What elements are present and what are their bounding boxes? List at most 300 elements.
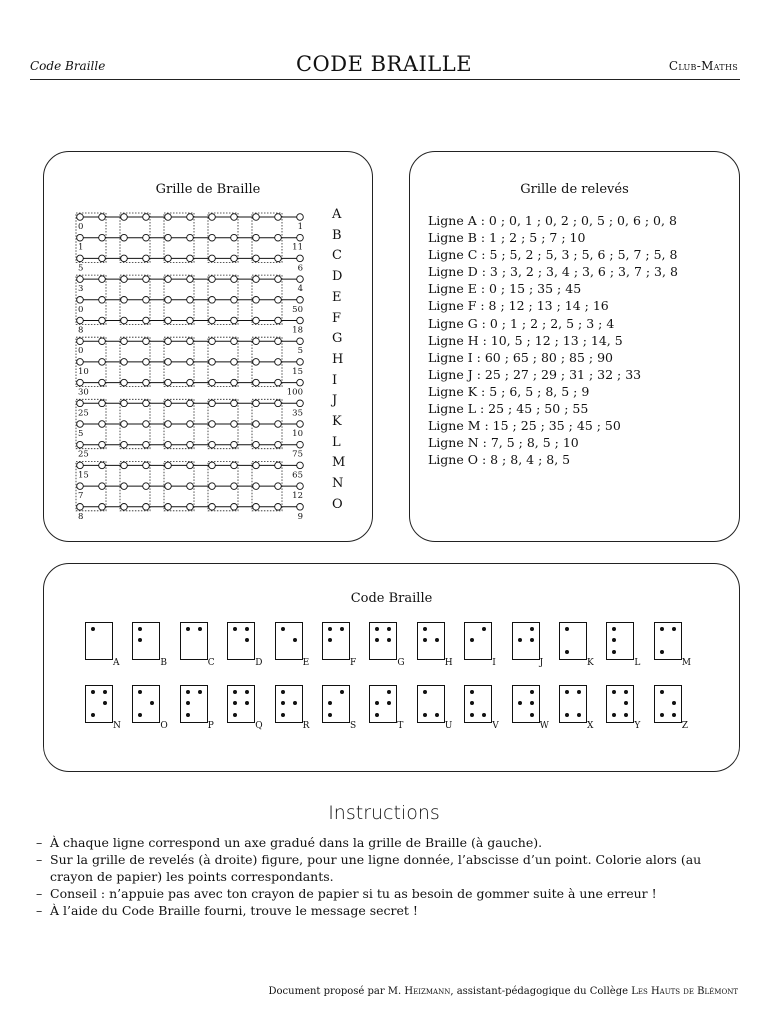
- braille-cell-label: M: [681, 658, 692, 668]
- axis-point: [99, 441, 106, 448]
- braille-cell: [606, 622, 634, 660]
- braille-dot: [245, 690, 249, 694]
- axis-point: [253, 297, 260, 304]
- releves-row: Ligne L : 25 ; 45 ; 50 ; 55: [428, 401, 589, 417]
- braille-dot: [233, 690, 237, 694]
- braille-dot: [577, 690, 581, 694]
- axis-point: [121, 255, 128, 262]
- axis-point: [231, 317, 238, 324]
- axis-point: [121, 276, 128, 283]
- braille-dot: [281, 690, 285, 694]
- axis-right-label: 50: [292, 304, 303, 315]
- braille-dot: [612, 650, 616, 654]
- releves-row: Ligne K : 5 ; 6, 5 ; 8, 5 ; 9: [428, 383, 590, 399]
- axis-left-label: 0: [78, 346, 84, 357]
- page-title: CODE BRAILLE: [295, 52, 473, 76]
- axis-point: [209, 317, 216, 324]
- axis-point: [231, 234, 238, 241]
- axis-point: [99, 379, 106, 386]
- axis-point: [121, 483, 128, 490]
- axis-point: [209, 255, 216, 262]
- axis-point: [209, 441, 216, 448]
- braille-cell: [227, 622, 255, 660]
- braille-cell: [606, 685, 634, 723]
- braille-dot: [103, 690, 107, 694]
- axis-point: [165, 276, 172, 283]
- axis-point: [77, 359, 84, 366]
- braille-cell-label: R: [302, 721, 310, 731]
- braille-dot: [672, 701, 676, 705]
- axis-point: [143, 214, 150, 221]
- braille-dot: [565, 627, 569, 631]
- braille-cell-label: F: [350, 658, 357, 668]
- axis-point: [99, 483, 106, 490]
- axis-point: [253, 421, 260, 428]
- axis-point: [187, 441, 194, 448]
- braille-cell-label: W: [539, 721, 549, 731]
- braille-dot: [387, 638, 391, 642]
- axis-point: [165, 400, 172, 407]
- axis-point: [231, 214, 238, 221]
- braille-dot: [530, 690, 534, 694]
- braille-dot: [660, 713, 664, 717]
- instruction-item: – Conseil : n’appuie pas avec ton crayon de papier si tu as besoin de gommer suite à une erreur !: [36, 885, 742, 902]
- axis-point: [77, 338, 84, 345]
- axis-point: [253, 276, 260, 283]
- braille-dot: [660, 690, 664, 694]
- axis-point: [275, 214, 282, 221]
- axis-point: [297, 276, 304, 283]
- row-letter: E: [332, 289, 342, 305]
- axis-left-label: 0: [78, 222, 84, 232]
- axis-point: [121, 234, 128, 241]
- axis-point: [209, 400, 216, 407]
- releves-row: Ligne A : 0 ; 0, 1 ; 0, 2 ; 0, 5 ; 0, 6 ; 0, 8: [428, 213, 677, 228]
- axis-point: [99, 214, 106, 221]
- axis-point: [143, 400, 150, 407]
- axis-point: [143, 379, 150, 386]
- braille-dot: [470, 690, 474, 694]
- axis-point: [297, 338, 304, 345]
- braille-dot: [198, 690, 202, 694]
- braille-dot: [375, 638, 379, 642]
- braille-cell: [464, 622, 492, 660]
- braille-cell-label: L: [634, 658, 641, 668]
- axis-point: [165, 338, 172, 345]
- braille-dot: [375, 713, 379, 717]
- axis-point: [143, 421, 150, 428]
- axis-point: [231, 338, 238, 345]
- braille-dot: [245, 638, 249, 642]
- braille-dot: [660, 650, 664, 654]
- braille-dot: [423, 638, 427, 642]
- axis-left-label: 15: [78, 470, 89, 481]
- header-right-title: Club-Maths: [668, 59, 738, 73]
- braille-dot: [328, 701, 332, 705]
- axis-point: [165, 379, 172, 386]
- braille-cell-label: A: [113, 658, 120, 668]
- axis-point: [143, 276, 150, 283]
- axis-point: [121, 317, 128, 324]
- axis-point: [209, 483, 216, 490]
- axis-point: [209, 421, 216, 428]
- releves-row: Ligne J : 25 ; 27 ; 29 ; 31 ; 32 ; 33: [428, 366, 642, 382]
- braille-dot: [233, 701, 237, 705]
- instructions-title: Instructions: [328, 802, 440, 824]
- row-letter: I: [332, 372, 338, 388]
- axis-right-label: 35: [292, 408, 303, 419]
- instruction-item: – À chaque ligne correspond un axe gradué dans la grille de Braille (à gauche).: [36, 834, 742, 851]
- row-letter: D: [332, 269, 343, 285]
- axis-point: [297, 441, 304, 448]
- axis-point: [275, 255, 282, 262]
- axis-right-label: 12: [292, 491, 303, 502]
- braille-cell: [85, 622, 113, 660]
- axis-right-label: 4: [297, 284, 303, 295]
- axis-point: [121, 338, 128, 345]
- braille-cell: [369, 622, 397, 660]
- axis-right-label: 18: [292, 325, 303, 336]
- axis-point: [77, 379, 84, 386]
- axis-point: [99, 359, 106, 366]
- axis-point: [297, 462, 304, 469]
- braille-cell-label: Q: [255, 721, 263, 731]
- braille-cell-label: H: [444, 658, 453, 668]
- braille-dot: [530, 701, 534, 705]
- braille-dot: [138, 690, 142, 694]
- braille-dot: [624, 690, 628, 694]
- braille-dot: [103, 701, 107, 705]
- row-letter: K: [332, 414, 342, 429]
- braille-cell-label: J: [539, 658, 544, 668]
- axis-point: [77, 462, 84, 469]
- axis-point: [253, 441, 260, 448]
- braille-dot: [530, 627, 534, 631]
- braille-cell-label: Y: [634, 721, 641, 731]
- braille-dot: [565, 690, 569, 694]
- braille-dot: [138, 713, 142, 717]
- braille-dot: [293, 701, 297, 705]
- axis-point: [297, 317, 304, 324]
- axis-left-label: 25: [78, 408, 89, 419]
- axis-point: [99, 276, 106, 283]
- braille-cell-label: U: [444, 721, 453, 731]
- axis-point: [209, 234, 216, 241]
- axis-point: [77, 214, 84, 221]
- braille-dot: [91, 690, 95, 694]
- axis-point: [165, 504, 172, 511]
- braille-cell: [512, 622, 540, 660]
- axis-point: [187, 462, 194, 469]
- braille-dot: [340, 690, 344, 694]
- releves-list: [428, 212, 678, 468]
- braille-cell: [227, 685, 255, 723]
- axis-point: [253, 338, 260, 345]
- row-letter: N: [332, 476, 344, 492]
- axis-point: [165, 462, 172, 469]
- axis-point: [253, 255, 260, 262]
- braille-dot: [470, 701, 474, 705]
- braille-dot: [470, 713, 474, 717]
- braille-cell-label: Z: [681, 721, 689, 731]
- axis-point: [121, 441, 128, 448]
- braille-cell: [322, 685, 350, 723]
- axis-point: [121, 379, 128, 386]
- braille-dot: [186, 713, 190, 717]
- axis-point: [231, 504, 238, 511]
- axis-point: [187, 338, 194, 345]
- braille-cell-label: I: [492, 658, 496, 668]
- axis-point: [253, 317, 260, 324]
- axis-point: [187, 504, 194, 511]
- braille-cell: [132, 622, 160, 660]
- row-letter: O: [332, 496, 343, 512]
- braille-dot: [198, 627, 202, 631]
- braille-cell: [132, 685, 160, 723]
- axis-point: [187, 400, 194, 407]
- braille-dot: [328, 627, 332, 631]
- axis-point: [231, 441, 238, 448]
- axis-point: [297, 504, 304, 511]
- axis-point: [231, 276, 238, 283]
- releves-row: Ligne B : 1 ; 2 ; 5 ; 7 ; 10: [428, 230, 586, 246]
- axis-left-label: 0: [78, 304, 84, 315]
- axis-point: [77, 276, 84, 283]
- axis-point: [253, 234, 260, 241]
- braille-dot: [281, 713, 285, 717]
- axis-point: [99, 255, 106, 262]
- releves-row: Ligne I : 60 ; 65 ; 80 ; 85 ; 90: [428, 349, 613, 365]
- row-letter: A: [332, 207, 342, 222]
- axis-left-label: 8: [78, 511, 84, 522]
- header-left-title: Code Braille: [30, 59, 106, 73]
- braille-cell: [559, 685, 587, 723]
- braille-dot: [233, 627, 237, 631]
- axis-point: [297, 483, 304, 490]
- axis-point: [121, 400, 128, 407]
- axis-point: [143, 297, 150, 304]
- releves-row: Ligne O : 8 ; 8, 4 ; 8, 5: [428, 452, 571, 468]
- axis-point: [143, 462, 150, 469]
- braille-dot: [565, 650, 569, 654]
- axis-point: [165, 297, 172, 304]
- axis-point: [99, 421, 106, 428]
- braille-dot: [375, 627, 379, 631]
- axis-point: [143, 317, 150, 324]
- axis-point: [275, 483, 282, 490]
- axis-point: [231, 400, 238, 407]
- axis-right-label: 9: [297, 511, 303, 522]
- axis-point: [99, 297, 106, 304]
- braille-dot: [612, 713, 616, 717]
- releves-row: Ligne C : 5 ; 5, 2 ; 5, 3 ; 5, 6 ; 5, 7 ; 5, 8: [428, 247, 678, 263]
- axis-point: [165, 214, 172, 221]
- braille-dot: [435, 638, 439, 642]
- footer-credit: [269, 986, 738, 997]
- braille-dot: [612, 690, 616, 694]
- releves-row: Ligne H : 10, 5 ; 12 ; 13 ; 14, 5: [428, 332, 623, 348]
- braille-cell: [654, 685, 682, 723]
- footer-school: Les Hauts de Blémont: [631, 986, 738, 997]
- releves-row: Ligne N : 7, 5 ; 8, 5 ; 10: [428, 435, 579, 451]
- axis-point: [99, 400, 106, 407]
- axis-point: [275, 317, 282, 324]
- braille-cell-label: D: [255, 658, 263, 668]
- axis-point: [231, 379, 238, 386]
- axis-point: [143, 504, 150, 511]
- braille-dot: [328, 638, 332, 642]
- axis-point: [275, 462, 282, 469]
- axis-point: [297, 400, 304, 407]
- braille-dot: [245, 701, 249, 705]
- row-letter: J: [332, 393, 338, 409]
- axis-point: [209, 504, 216, 511]
- braille-dot: [281, 701, 285, 705]
- axis-point: [297, 214, 304, 221]
- braille-dot: [470, 638, 474, 642]
- releves-title: Grille de relevés: [520, 182, 629, 197]
- axis-point: [143, 441, 150, 448]
- axis-point: [77, 441, 84, 448]
- axis-point: [275, 338, 282, 345]
- axis-point: [209, 276, 216, 283]
- axis-point: [253, 504, 260, 511]
- braille-cell: [417, 685, 445, 723]
- axis-right-label: 10: [292, 429, 303, 439]
- braille-dot: [565, 713, 569, 717]
- releves-row: Ligne F : 8 ; 12 ; 13 ; 14 ; 16: [428, 298, 609, 314]
- braille-dot: [423, 627, 427, 631]
- axis-point: [209, 297, 216, 304]
- braille-dot: [186, 627, 190, 631]
- axis-right-label: 75: [292, 449, 303, 460]
- braille-dot: [91, 713, 95, 717]
- axis-point: [187, 483, 194, 490]
- axis-point: [121, 214, 128, 221]
- axis-point: [297, 359, 304, 366]
- row-letter: C: [332, 248, 342, 264]
- axis-point: [99, 504, 106, 511]
- braille-dot: [387, 701, 391, 705]
- axis-point: [99, 338, 106, 345]
- axis-point: [77, 234, 84, 241]
- axis-left-label: 7: [78, 491, 84, 502]
- axis-point: [275, 359, 282, 366]
- row-letter: L: [332, 434, 341, 450]
- axis-point: [99, 234, 106, 241]
- braille-grid: [44, 152, 374, 543]
- braille-dot: [375, 701, 379, 705]
- braille-cell: [417, 622, 445, 660]
- axis-right-label: 5: [297, 346, 303, 357]
- braille-cell-label: P: [207, 721, 214, 731]
- axis-point: [121, 504, 128, 511]
- axis-point: [231, 462, 238, 469]
- braille-cell-label: V: [492, 721, 499, 731]
- axis-point: [165, 441, 172, 448]
- braille-dot: [482, 713, 486, 717]
- braille-cell-label: K: [587, 658, 594, 668]
- axis-point: [165, 359, 172, 366]
- axis-left-label: 25: [78, 449, 89, 460]
- braille-dot: [387, 627, 391, 631]
- axis-point: [77, 400, 84, 407]
- braille-dot: [91, 627, 95, 631]
- axis-point: [99, 317, 106, 324]
- axis-point: [231, 421, 238, 428]
- row-letter: B: [332, 227, 342, 243]
- braille-cell: [180, 622, 208, 660]
- braille-cell: [512, 685, 540, 723]
- axis-left-label: 5: [78, 263, 84, 274]
- axis-point: [99, 462, 106, 469]
- axis-point: [253, 400, 260, 407]
- axis-left-label: 1: [78, 242, 84, 253]
- braille-dot: [435, 713, 439, 717]
- axis-point: [209, 214, 216, 221]
- braille-dot: [245, 627, 249, 631]
- braille-cell: [275, 622, 303, 660]
- braille-dot: [624, 701, 628, 705]
- braille-dot: [660, 627, 664, 631]
- axis-point: [253, 359, 260, 366]
- braille-cell-label: E: [302, 658, 310, 668]
- braille-cell: [85, 685, 113, 723]
- axis-point: [253, 462, 260, 469]
- axis-point: [297, 297, 304, 304]
- axis-point: [187, 214, 194, 221]
- braille-dot: [340, 627, 344, 631]
- axis-left-label: 10: [78, 366, 89, 377]
- axis-point: [121, 421, 128, 428]
- axis-point: [275, 379, 282, 386]
- instructions-list: [36, 834, 742, 919]
- axis-point: [275, 441, 282, 448]
- braille-dot: [530, 638, 534, 642]
- axis-point: [165, 421, 172, 428]
- releves-panel: [409, 151, 740, 542]
- braille-dot: [482, 627, 486, 631]
- axis-point: [297, 234, 304, 241]
- braille-cell: [180, 685, 208, 723]
- braille-dot: [186, 690, 190, 694]
- axis-point: [143, 338, 150, 345]
- axis-point: [209, 379, 216, 386]
- axis-point: [121, 359, 128, 366]
- braille-dot: [518, 638, 522, 642]
- row-letter: G: [332, 331, 343, 347]
- releves-row: Ligne G : 0 ; 1 ; 2 ; 2, 5 ; 3 ; 4: [428, 315, 615, 331]
- instruction-item: – À l’aide du Code Braille fourni, trouve le message secret !: [36, 902, 742, 919]
- axis-point: [77, 297, 84, 304]
- axis-point: [165, 317, 172, 324]
- axis-point: [231, 483, 238, 490]
- braille-cell-label: N: [113, 721, 121, 731]
- braille-dot: [293, 638, 297, 642]
- axis-point: [275, 504, 282, 511]
- axis-point: [165, 234, 172, 241]
- axis-point: [121, 297, 128, 304]
- axis-point: [143, 234, 150, 241]
- footer-prefix: Document proposé par M.: [268, 986, 405, 997]
- axis-point: [297, 255, 304, 262]
- braille-cell: [275, 685, 303, 723]
- axis-left-label: 5: [78, 429, 84, 439]
- axis-point: [187, 379, 194, 386]
- axis-point: [77, 421, 84, 428]
- braille-dot: [138, 627, 142, 631]
- releves-row: Ligne D : 3 ; 3, 2 ; 3, 4 ; 3, 6 ; 3, 7 ; 3, 8: [428, 264, 678, 280]
